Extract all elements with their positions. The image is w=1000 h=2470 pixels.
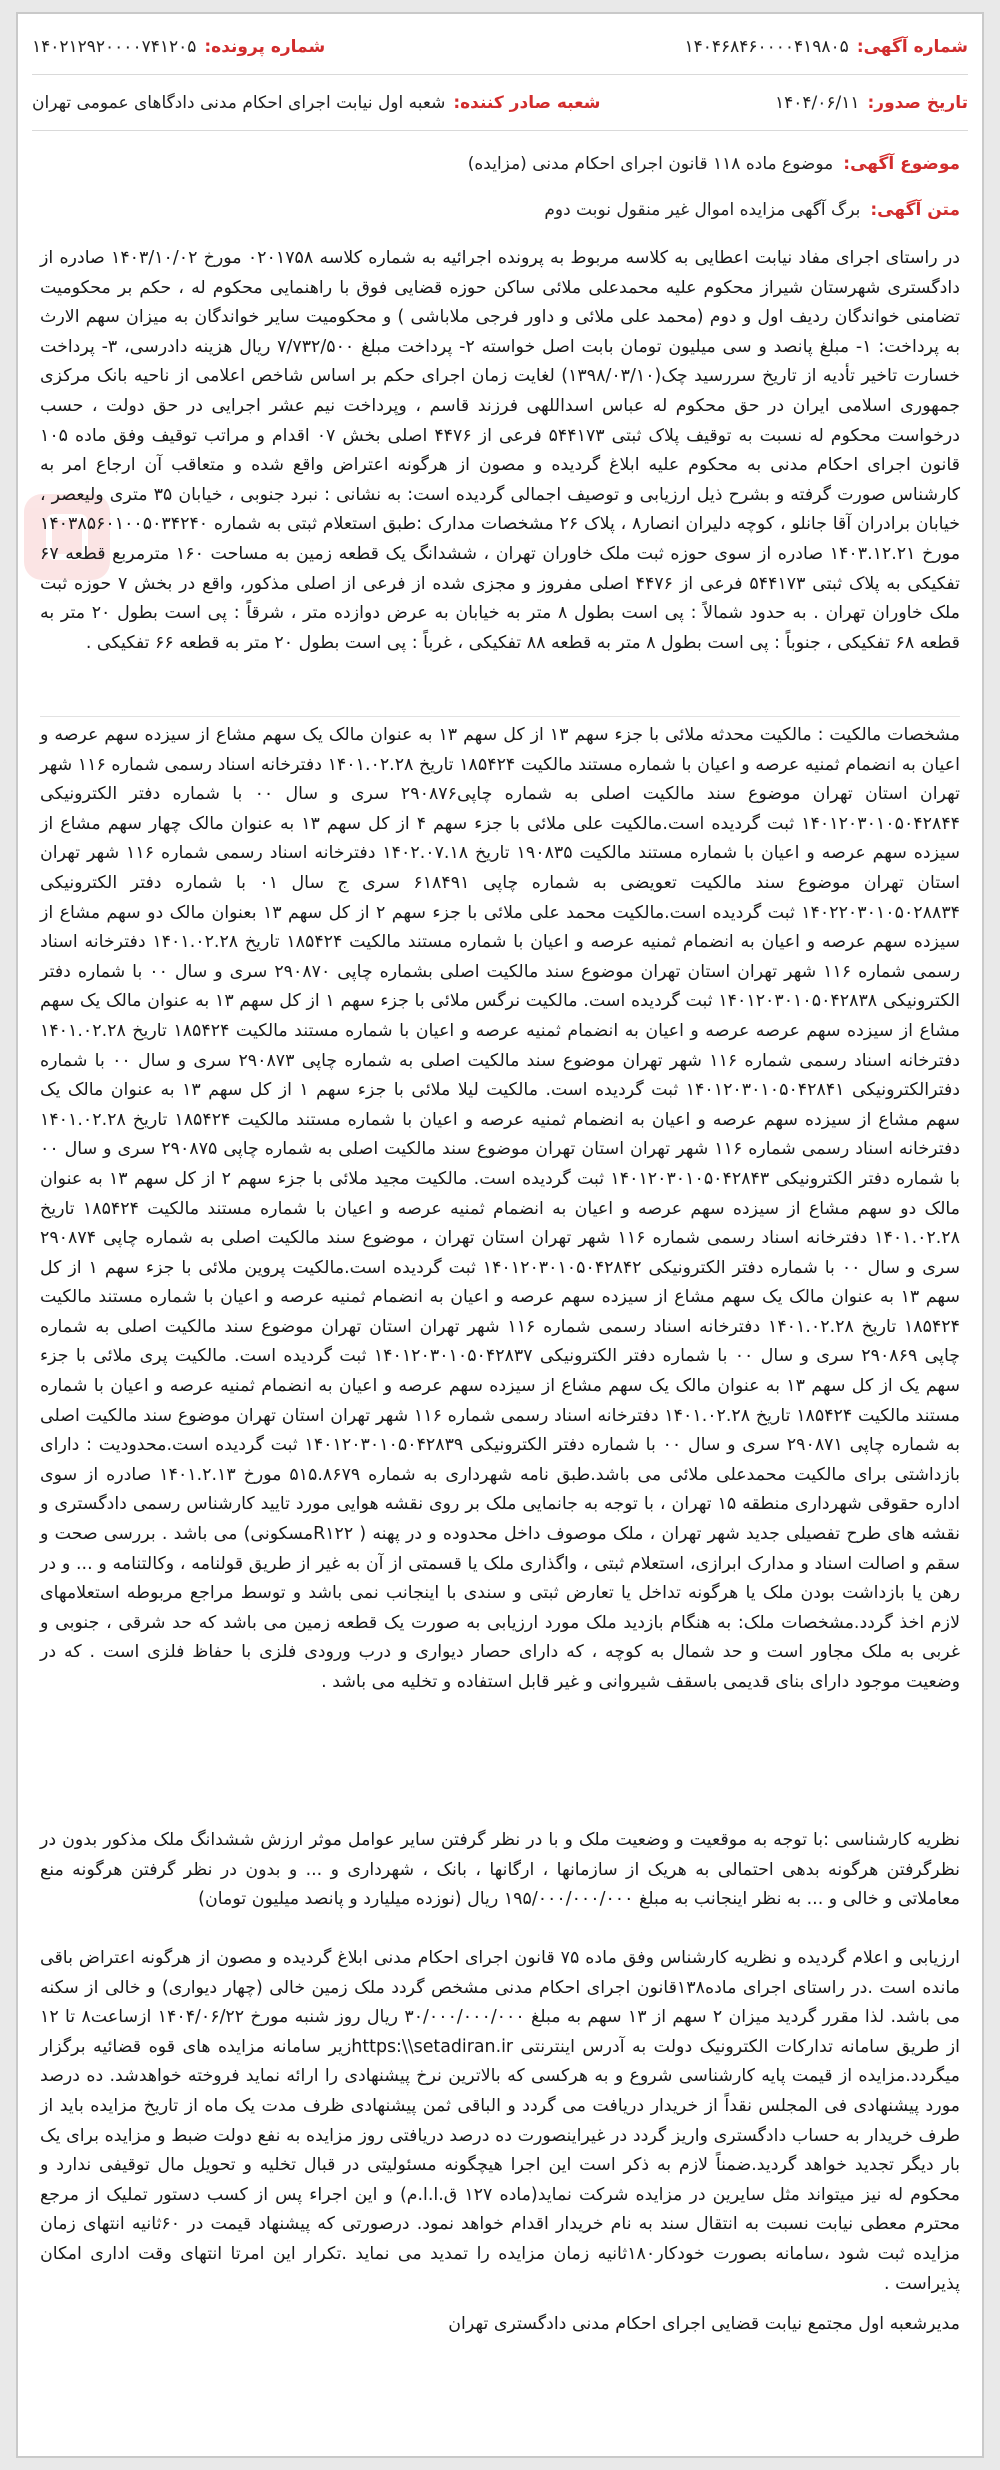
ad-number-label: شماره آگهی: (856, 37, 968, 57)
ad-number-value: ۱۴۰۴۶۸۴۶۰۰۰۰۴۱۹۸۰۵ (684, 37, 849, 57)
intro-label: متن آگهی: (870, 200, 960, 220)
case-number-value: ۱۴۰۲۱۲۹۲۰۰۰۰۷۴۱۲۰۵ (32, 37, 197, 57)
paragraph-execution: در راستای اجرای مفاد نیابت اعطایی به کلاسه مربوط به پرونده اجرائیه به شماره کلاسه ۰۲۰۱۷۵۸ مورخ ۱۴۰۳/۱۰/۰۲ صادره از دادگستری شهرستان شیراز محکوم علیه محمدعلی ملائی ساکن حوزه قضایی فوق با راهنمایی محکوم له ، حکم بر محکومیت تضامنی خواندگان ردیف اول و دوم (محمد علی ملائی و داور فرجی ملاباشی ) و محکومیت سایر خواندگان به میزان سهم الارث به پرداخت: ۱- مبلغ پانصد و سی میلیون تومان بابت اصل خواسته ۲- پرداخت مبلغ ۷/۷۳۲/۵۰۰ ریال هزینه دادرسی، ۳- پرداخت خسارت تاخیر تأدیه از تاریخ سررسید چک(۱۳۹۸/۰۳/۱۰) لغایت زمان اجرای حکم بر اساس شاخص اعلامی از ناحیه بانک مرکزی جمهوری اسلامی ایران در حق محکوم له عباس اسداللهی فرزند قاسم ، وپرداخت نیم عشر اجرایی در حق دولت ، حسب درخواست محکوم له نسبت به توقیف پلاک ثبتی ۵۴۴۱۷۳ فرعی از ۴۴۷۶ اصلی بخش ۰۷ اقدام و مراتب توقیف وفق ماده ۱۰۵ قانون اجرای احکام مدنی به محکوم علیه ابلاغ گردیده و مصون از هرگونه اعتراض واقع شده و متعاقب آن ارجاع امر به کارشناس صورت گرفته و بشرح ذیل ارزیابی و توصیف اجمالی گردیده است: به نشانی : نبرد جنوبی ، خیابان ۳۵ متری ولیعصر ، خیابان برادران آقا جانلو ، کوچه دلیران انصار۸ ، پلاک ۲۶ مشخصات مدارک :طبق استعلام ثبتی به شماره ۱۴۰۳۸۵۶۰۱۰۰۵۰۳۴۲۴۰ مورخ ۱۴۰۳.۱۲.۲۱ صادره از سوی حوزه ثبت ملک خاوران تهران ، ششدانگ یک قطعه زمین به مساحت ۱۶۰ مترمربع قطعه ۶۷ تفکیکی به پلاک ثبتی ۵۴۴۱۷۳ فرعی از ۴۴۷۶ اصلی مفروز و مجزی شده از فرعی از اصلی مذکور، واقع در بخش ۷ حوزه ثبت ملک خاوران تهران . به حدود شمالاً : پی است بطول ۸ متر به خیابان به عرض دوازده متر ، شرقاً : پی است بطول ۲۰ متر به قطعه ۶۸ تفکیکی ، جنوباً : پی است بطول ۸ متر به قطعه ۸۸ تفکیکی ، غرباً : پی است بطول ۲۰ متر به قطعه ۶۶ تفکیکی . (40, 248, 961, 653)
paragraph-expert-opinion: نظریه کارشناسی :با توجه به موقعیت و وضعیت ملک و با در نظر گرفتن سایر عوامل موثر ارزش ششدانگ ملک مذکور بدون در نظرگرفتن هرگونه بدهی احتمالی به هریک از سازمانها ، ارگانها ، بانک ، شهرداری و ... و بدون در نظر گرفتن هرگونه منع معاملاتی و خالی و ... به نظر اینجانب به مبلغ ۱۹۵/۰۰۰/۰۰۰/۰۰۰ ریال (نوزده میلیارد و پانصد میلیون تومان) (40, 1830, 960, 1910)
issuer-value: شعبه اول نیابت اجرای احکام مدنی دادگاهای عمومی تهران (32, 93, 446, 113)
notice-sheet (16, 12, 984, 2458)
issue-date-value: ۱۴۰۴/۰۶/۱۱ (774, 93, 860, 113)
header-row-issuer (32, 76, 968, 131)
case-number-cell (32, 37, 325, 57)
intro-value: برگ آگهی مزایده اموال غیر منقول نوبت دوم (544, 200, 861, 220)
ad-number-cell (684, 37, 968, 57)
paragraph-ownership: مشخصات مالکیت : مالکیت محدثه ملائی با جزء سهم ۱۳ از کل سهم ۱۳ به عنوان مالک یک سهم مشاع از سیزده سهم عرصه و اعیان به انضمام ثمنیه عرصه و اعیان با شماره مستند مالکیت ۱۸۵۴۲۴ تاریخ ۱۴۰۱.۰۲.۲۸ دفترخانه اسناد رسمی شماره ۱۱۶ شهر تهران استان تهران موضوع سند مالکیت اصلی به شماره چاپی۲۹۰۸۷۶ سری و سال ۰۰ با شماره دفتر الکترونیکی ۱۴۰۱۲۰۳۰۱۰۵۰۴۲۸۴۴ ثبت گردیده است.مالکیت علی ملائی با جزء سهم ۴ از کل سهم ۱۳ به عنوان مالک چهار سهم مشاع از سیزده سهم عرصه و اعیان با شماره مستند مالکیت ۱۹۰۸۳۵ تاریخ ۱۴۰۲.۰۷.۱۸ دفترخانه اسناد رسمی شماره ۱۱۶ شهر تهران استان تهران موضوع سند مالکیت تعویضی به شماره چاپی ۶۱۸۴۹۱ سری ج سال ۰۱ با شماره دفتر الکترونیکی ۱۴۰۲۲۰۳۰۱۰۵۰۲۸۸۳۴ ثبت گردیده است.مالکیت محمد علی ملائی با جزء سهم ۲ از کل سهم ۱۳ بعنوان مالک دو سهم مشاع از سیزده سهم عرصه و اعیان به انضمام ثمنیه عرصه و اعیان با شماره مستند مالکیت ۱۸۵۴۲۴ تاریخ ۱۴۰۱.۰۲.۲۸ دفترخانه اسناد رسمی شماره ۱۱۶ شهر تهران استان تهران موضوع سند مالکیت اصلی بشماره چاپی ۲۹۰۸۷۰ سری و سال ۰۰ با شماره دفتر الکترونیکی ۱۴۰۱۲۰۳۰۱۰۵۰۴۲۸۳۸ ثبت گردیده است. مالکیت نرگس ملائی با جزء سهم ۱ از کل سهم ۱۳ به عنوان مالک یک سهم مشاع از سیزده سهم عرصه عرصه و اعیان به انضمام ثمنیه عرصه و اعیان با شماره مستند مالکیت ۱۸۵۴۲۴ تاریخ ۱۴۰۱.۰۲.۲۸ دفترخانه اسناد رسمی شماره ۱۱۶ شهر تهران موضوع سند مالکیت اصلی به شماره چاپی ۲۹۰۸۷۳ سری و سال ۰۰ با شماره دفترالکترونیکی ۱۴۰۱۲۰۳۰۱۰۵۰۴۲۸۴۱ ثبت گردیده است. مالکیت لیلا ملائی با جزء سهم ۱ از کل سهم ۱۳ به عنوان مالک یک سهم مشاع از سیزده سهم عرصه و اعیان به انضمام ثمنیه عرصه و اعیان با شماره مستند مالکیت ۱۸۵۴۲۴ تاریخ ۱۴۰۱.۰۲.۲۸ دفترخانه اسناد رسمی شماره ۱۱۶ شهر تهران استان تهران موضوع سند مالکیت اصلی به شماره چاپی ۲۹۰۸۷۵ سری و سال ۰۰ با شماره دفتر الکترونیکی ۱۴۰۱۲۰۳۰۱۰۵۰۴۲۸۴۳ ثبت گردیده است. مالکیت مجید ملائی با جزء سهم ۲ از کل سهم ۱۳ به عنوان مالک دو سهم مشاع از سیزده سهم عرصه و اعیان به انضمام ثمنیه عرصه و اعیان با شماره مستند مالکیت ۱۸۵۴۲۴ تاریخ ۱۴۰۱.۰۲.۲۸ دفترخانه اسناد رسمی شماره ۱۱۶ شهر تهران استان تهران ، موضوع سند مالکیت اصلی به شماره چاپی ۲۹۰۸۷۴ سری و سال ۰۰ با شماره دفتر الکترونیکی ۱۴۰۱۲۰۳۰۱۰۵۰۴۲۸۴۲ ثبت گردیده است.مالکیت پروین ملائی با جزء سهم ۱ از کل سهم ۱۳ به عنوان مالک یک سهم مشاع از سیزده سهم عرصه و اعیان به انضمام ثمنیه عرصه و اعیان با شماره مستند مالکیت ۱۸۵۴۲۴ تاریخ ۱۴۰۱.۰۲.۲۸ دفترخانه اسناد رسمی شماره ۱۱۶ شهر تهران استان تهران موضوع سند مالکیت اصلی به شماره چاپی ۲۹۰۸۶۹ سری و سال ۰۰ با شماره دفتر الکترونیکی ۱۴۰۱۲۰۳۰۱۰۵۰۴۲۸۳۷ ثبت گردیده است. مالکیت پری ملائی با جزء سهم یک از کل سهم ۱۳ به عنوان مالک یک سهم مشاع از سیزده سهم عرصه و اعیان به انضمام ثمنیه عرصه و اعیان با شماره مستند مالکیت ۱۸۵۴۲۴ تاریخ ۱۴۰۱.۰۲.۲۸ دفترخانه اسناد رسمی شماره ۱۱۶ شهر تهران استان تهران موضوع سند مالکیت اصلی به شماره چاپی ۲۹۰۸۷۱ سری و سال ۰۰ با شماره دفتر الکترونیکی ۱۴۰۱۲۰۳۰۱۰۵۰۴۲۸۳۹ ثبت گردیده است.محدودیت : دارای بازداشتی برای مالکیت محمدعلی ملائی می باشد.طبق نامه شهرداری به شماره ۵۱۵.۸۶۷۹ مورخ ۱۴۰۱.۲.۱۳ صادره از سوی اداره حقوقی شهرداری منطقه ۱۵ تهران ، با توجه به جانمایی ملک بر روی نقشه هوایی مورد تایید کارشناس رسمی دادگستری و نقشه های طرح تفصیلی جدید شهر تهران ، ملک موصوف داخل محدوده و در پهنه ( R۱۲۲مسکونی) می باشد . بررسی صحت و سقم و اصالت اسناد و مدارک ابرازی، استعلام ثبتی ، واگذاری ملک یا قسمتی از آن به غیر از طریق قولنامه ، وکالتنامه و ... و در رهن یا بازداشت بودن ملک یا هرگونه تداخل یا تعارض ثبتی و سندی با اینجانب نمی باشد و توسط مراجع مربوطه استعلامهای لازم اخذ گردد.مشخصات ملک: به هنگام بازدید ملک مورد ارزیابی به صورت یک قطعه زمین می باشد که حد شرقی ، جنوبی و غربی به ملک مجاور است و حد شمال به کوچه ، که دارای حصار دیواری و درب ورودی فلزی با حفاظ فلزی است . که در وضعیت موجود دارای بنای قدیمی باسقف شیروانی و غیر قابل استفاده و تخلیه می باشد . (40, 716, 960, 1698)
notice-subject (468, 154, 960, 174)
issue-date-label: تاریخ صدور: (867, 93, 968, 113)
paragraph-auction-terms: ارزیابی و اعلام گردیده و نظریه کارشناس وفق ماده ۷۵ قانون اجرای احکام مدنی ابلاغ گردیده و مصون از هرگونه اعتراض باقی مانده است .در راستای اجرای ماده۱۳۸قانون اجرای احکام مدنی مشخص گردد ملک زمین خالی (چهار دیواری) و خالی از سکنه می باشد. لذا مقرر گردید میزان ۲ سهم از ۱۳ سهم به مبلغ ۳۰/۰۰۰/۰۰۰/۰۰۰ ریال روز شنبه مورخ ۱۴۰۴/۰۶/۲۲ ازساعت۸ تا ۱۲ از طریق سامانه تدارکات الکترونیک دولت به آدرس اینترنتی https:\\setadiran.irزیر سامانه مزایده های قوه قضائیه برگزار میگردد.مزایده از قیمت پایه کارشناسی شروع و به هرکسی که بالاترین نرخ پیشنهادی را ارائه نماید فروخته خواهدشد. ده درصد مورد پیشنهادی فی المجلس نقداً از خریدار دریافت می گردد و الباقی ثمن پیشنهادی ظرف مدت یک ماه از تاریخ مزایده باید از طرف خریدار به حساب دادگستری واریز گردد در غیراینصورت ده درصد دریافتی روز مزایده به نفع دولت ضبط و مزایده برای یک بار دیگر تجدید خواهد گردید.ضمناً لازم به ذکر است این اجرا هیچگونه مسئولیتی در قبال تخلیه و تحویل مال توقیفی ندارد و محکوم له نیز میتواند مثل سایرین در مزایده شرکت نماید(ماده ۱۲۷ ق.ا.ا.م) و این اجراء پس از کسب دستور تملیک از مرجع محترم معطی نیابت نسبت به انتقال سند به نام خریدار اقدام خواهد نمود. درصورتی که پیشنهاد قیمت در ۶۰ثانیه انتهای زمان مزایده ثبت شود ،سامانه بصورت خودکار۱۸۰ثانیه زمان مزایده را تمدید می نماید .تکرار این امرتا انتهای وقت اداری امکان پذیراست . (40, 1948, 961, 2294)
case-number-label: شماره پرونده: (204, 37, 326, 57)
signature-line: مدیرشعبه اول مجتمع نیابت قضایی اجرای احکام مدنی دادگستری تهران (448, 2314, 960, 2334)
issue-date-cell (775, 93, 968, 113)
notice-intro (544, 200, 960, 220)
issuer-label: شعبه صادر کننده: (453, 93, 601, 113)
subject-label: موضوع آگهی: (843, 154, 960, 174)
header-row-numbers (32, 20, 968, 75)
subject-value: موضوع ماده ۱۱۸ قانون اجرای احکام مدنی (مزایده) (467, 154, 834, 174)
issuer-cell (32, 93, 600, 113)
